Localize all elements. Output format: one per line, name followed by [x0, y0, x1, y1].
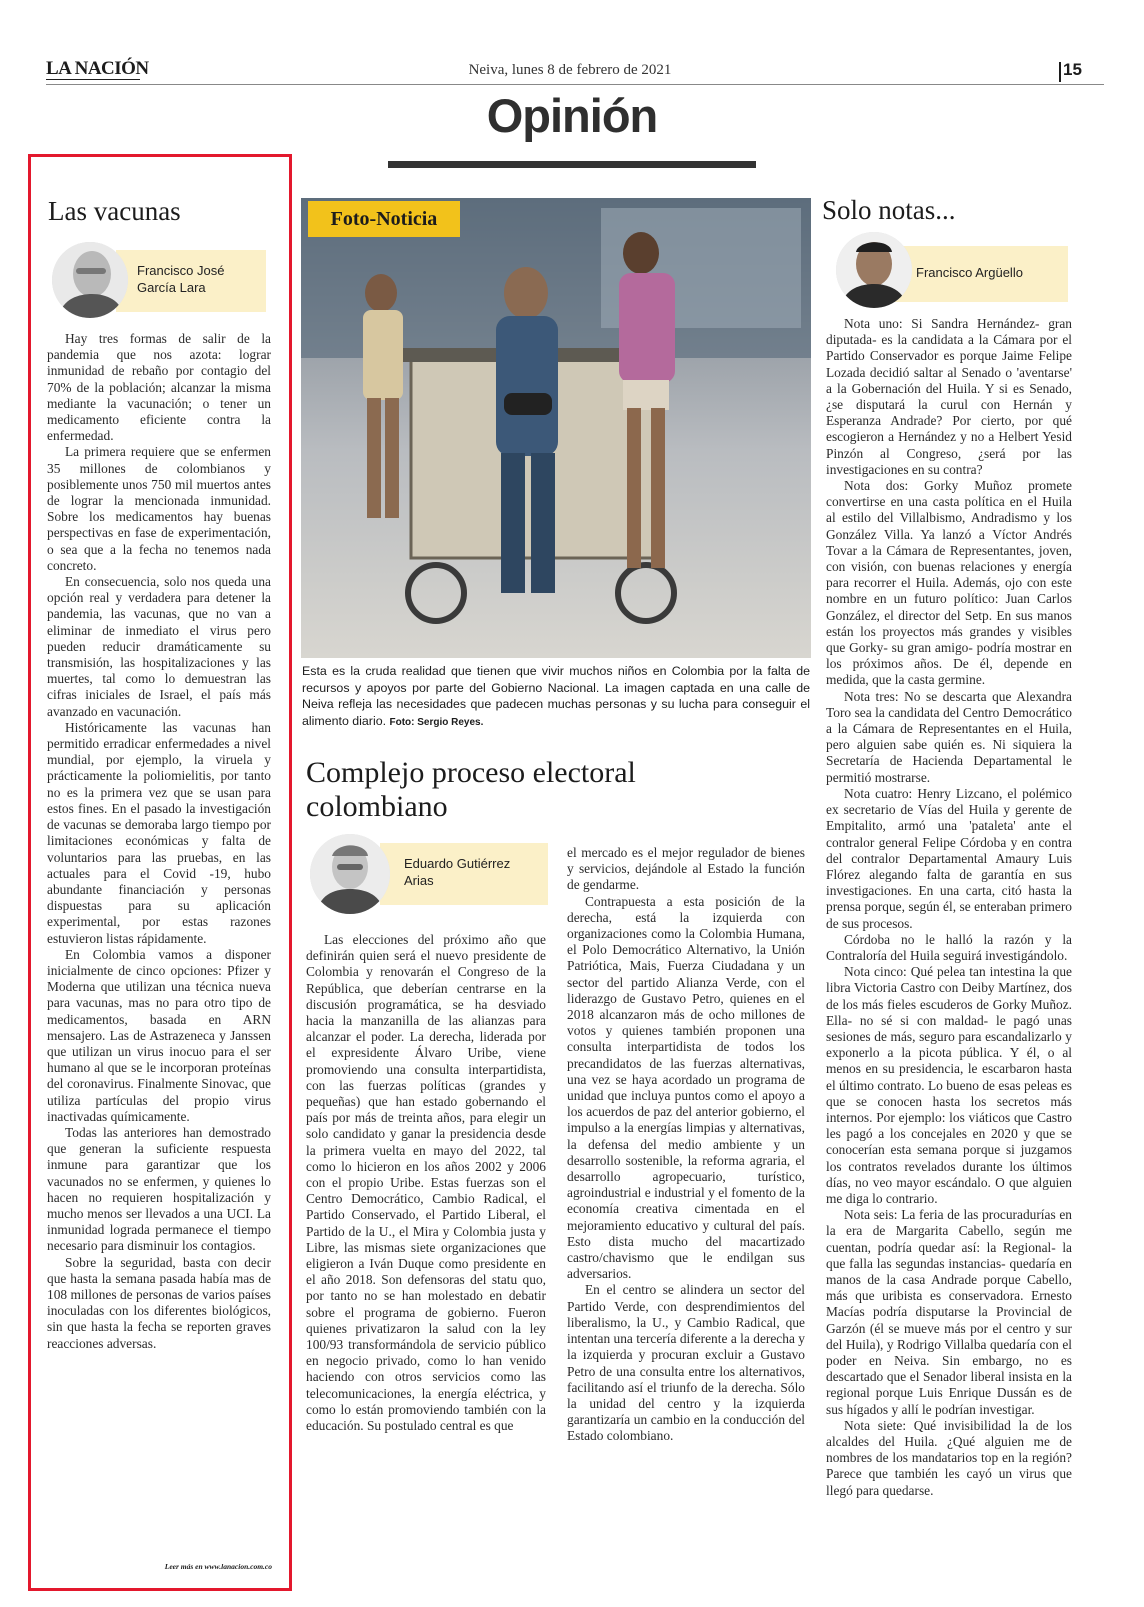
news-photo	[301, 198, 811, 658]
paragraph: La primera requiere que se enfermen 35 millones de colombianos y posiblemente unos 750 mil muertos antes de lograr la mencionada inmunidad. Sobre los medicamentos hay buenas perspectivas en fase de experimentación, o sea que a la fecha no tenemos nada concreto.	[47, 444, 271, 573]
author-photo	[310, 834, 390, 914]
page-number: 15	[1063, 60, 1082, 79]
header-rule	[46, 84, 1104, 85]
paragraph: Sobre la seguridad, basta con decir que hasta la semana pasada había mas de 108 millones de personas de varios países inoculadas con los diferentes biológicos, sin que hasta la fecha se reporten graves reacciones adversas.	[47, 1254, 271, 1351]
article-body-col1	[306, 932, 546, 1434]
author-name-line2: García Lara	[137, 280, 206, 295]
author-name	[404, 855, 544, 889]
author-photo	[52, 242, 128, 318]
foto-noticia-tag	[308, 201, 460, 237]
section-title-rule	[388, 161, 756, 168]
paragraph: Las elecciones del próximo año que definirán quien será el nuevo presidente de Colombia y renovarán el Congreso de la República, que deberían centrarse en la discusión programática, se ha desviado hacia la manzanilla de las alianzas para alcanzar el poder. La derecha, liderada por el expresidente Álvaro Uribe, viene promoviendo una consulta interpartidista, con las fuerzas políticas (grandes y pequeñas) que han estado gobernando el país por más de treinta años, para elegir un solo candidato y ganar la presidencia desde la primera vuelta en mayo del 2022, tal como lo hicieron en los años 2002 y 2006 con el propio Uribe. Estas fuerzas son el Centro Democrático, Cambio Radical, el Partido Conservado, el Partido Liberal, el Partido de la U., el Mira y Colombia justa y Libre, las mismas siete organizaciones que eligieron a Iván Duque como presidente en el año 2018. Son defensoras del statu quo, por tanto no se han molestado en debatir sobre el programa de gobierno. Fueron quienes privatizaron la salud con la ley 100/93 transformándola de servicio público en negocio privado, como lo han venido haciendo con otros servicios como las telecomunicaciones, la energía eléctrica, y como lo están promoviendo también con la educación. Su postulado central es que	[306, 932, 546, 1434]
article-title: Solo notas...	[822, 195, 956, 225]
paragraph: Nota siete: Qué invisibilidad la de los alcaldes del Huila. ¿Qué alguien me de nombres de los mandatarios top en la región? Parece que también les cayó un virus que llegó para quedarse.	[826, 1417, 1072, 1498]
logo-underline	[46, 79, 140, 80]
paragraph: Nota cinco: Qué pelea tan intestina la que libra Victoria Castro con Deiby Martínez, dos de los más fieles escuderos de Gorky Muñoz. Ella- no sé si con maldad- le pagó unas sesiones de más, seguro para escandalizarlo y exponerlo a la picota pública. Y él, o al menos en su presidencia, le escarbaron hasta el último contrato. Lo bueno de esas peleas es que se conocen hasta los secretos más internos. Por ejemplo: los viáticos que Castro les pagó a los concejales en 2020 y que se conocerían esta semana porque si juzgamos los contratos revelados durante los últimos días, no veo mayor escándalo. O que alguien me diga lo contrario.	[826, 964, 1072, 1206]
paragraph: Todas las anteriores han demostrado que generan la suficiente respuesta inmune para garantizar que los vacunados no se enfermen, y quienes lo hacen no requieren hospitalización y mucho menos ser llevados a una UCI. La inmunidad lograda permanece el tiempo necesario para disminuir los contagios.	[47, 1124, 271, 1254]
section-title: Opinión	[486, 89, 658, 142]
paragraph: Hay tres formas de salir de la pandemia que nos azota: lograr inmunidad de rebaño por contagio del 70% de la población; alcanzar la misma mediante la vacunación; o tener un medicamento eficiente contra la enfermedad.	[47, 331, 271, 444]
author-name: Francisco Argüello	[916, 265, 1023, 280]
article-title-line2: colombiano	[306, 789, 448, 823]
paragraph: En Colombia vamos a disponer inicialmente de cinco opciones: Pfizer y Moderna que utilizan una técnica nueva para vacunas, mas no para otro tipo de medicamentos, basada en ARN mensajero. Las de Astrazeneca y Janssen que utilizan un virus inocuo para el ser humano al que se le incorporan proteínas del coronavirus. Finalmente Sinovac, que utiliza partículas del propio virus inactivadas químicamente.	[47, 946, 271, 1124]
author-photo	[836, 232, 912, 308]
paragraph: Nota cuatro: Henry Lizcano, el polémico ex secretario de Vías del Huila y gerente de Empitalito, armó una 'pataleta' ante el contralor general Felipe Córdoba y en contra del contralor Departamental Amaury Luis Flórez alegando falta de garantía en sus investigaciones. En una carta, citó hasta la prensa porque, según él, se enteraban primero de sus procesos.	[826, 785, 1072, 931]
article-title-line1: Complejo proceso electoral	[306, 756, 636, 789]
article-body	[826, 316, 1072, 1499]
dateline: Neiva, lunes 8 de febrero de 2021	[468, 62, 672, 78]
paragraph: el mercado es el mejor regulador de bienes y servicios, dejándole al Estado la función de gendarme.	[567, 845, 805, 893]
paragraph: Nota dos: Gorky Muñoz promete convertirse en una casta política en el Huila al estilo del Villalbismo, Andradismo y los González Villa. Ya lanzó a Víctor Andrés Tovar a la Cámara de Representantes, joven, con visión, con buenas relaciones y energía para recorrer el Huila. Además, ojo con este nombre en un futuro político: Juan Carlos González, el director del Setp. En sus manos están los proyectos más grandes y visibles que Gorky- su gran amigo- podría mostrar en los próximos años. De él, depende en medida, que la casta germine.	[826, 478, 1072, 688]
foto-noticia-label: Foto-Noticia	[330, 208, 438, 230]
article-title: Las vacunas	[48, 196, 181, 226]
paragraph: Históricamente las vacunas han permitido erradicar enfermedades a nivel mundial, por ejemplo, la viruela y prácticamente la poliomielitis, por tanto no es la primera vez que se usan para estos fines. En el pasado la investigación de vacunas se demoraba largo tiempo por limitaciones económicas y falta de voluntarios para las pruebas, en las actuales para el Covid -19, hubo abundante financiación y personas dispuestas para su aplicación experimental, por estas razones estuvieron listas rápidamente.	[47, 719, 271, 946]
author-name-line2: Arias	[404, 873, 434, 888]
article-title	[306, 756, 806, 823]
paragraph: Córdoba no le halló la razón y la Contraloría del Huila seguirá investigándolo.	[826, 931, 1072, 963]
paragraph: En el centro se alindera un sector del Partido Verde, con desprendimientos del liberalismo, la U., y Cambio Radical, que intentan una tercería diferente a la derecha y la izquierda y procuran excluir a Gustavo Petro de una consulta entre los alternativos, facilitando así el triunfo de la derecha. Sólo la unidad del centro y la izquierda garantizaría un cambio en la conducción del Estado colombiano.	[567, 1282, 805, 1444]
paragraph: Nota seis: La feria de las procuradurías en la era de Margarita Cabello, según me cuentan, podría quedar así: la Regional- la que falla las segundas instancias- quedaría en manos de la casa Andrade porque Cabello, más que uribista es conservadora. Ernesto Macías podría disputarse la Provincial de Garzón (él se mueve más por el centro y sur del Huila), y Rodrigo Villalba quedaría con el poder en Neiva. Sin embargo, no es descartado que el Senador liberal insista en la regional porque Luis Enrique Dussán es de sus hígados y allí le podrían investigar.	[826, 1207, 1072, 1417]
photo-caption	[302, 663, 810, 731]
paragraph: Nota tres: No se descarta que Alexandra Toro sea la candidata del Centro Democrático a la Cámara de Representantes en el Huila, pero alguien sabe quién es. Ni siquiera la Secretaría de Hacienda Departamental le permitió mostrarse.	[826, 688, 1072, 785]
paragraph: Contrapuesta a esta posición de la derecha, está la izquierda con organizaciones como la Colombia Humana, el Polo Democrático Alternativo, la Unión Patriótica, Mais, Fuerza Ciudadana y un sector del partido Alianza Verde, con el liderazgo de Gustavo Petro, quienes en el 2018 alcanzaron más de ocho millones de votos y quienes también proponen una consulta interpartidista de todos los precandidatos de las fuerzas alternativas, una vez se haya acordado un programa de unidad que incluya puntos como el apoyo a los acuerdos de paz del anterior gobierno, el impulso a la energías limpias y alternativas, la defensa del medio ambiente y un desarrollo sostenible, la reforma agraria, el desarrollo agropecuario, turístico, agroindustrial e industrial y el fomento de la economía creativa cimentada en el mejoramiento educativo y cultural del país. Esto dista mucho del macartizado castro/chavismo que le endilgan sus adversarios.	[567, 893, 805, 1282]
page-number-divider	[1059, 62, 1061, 82]
article-body	[47, 331, 271, 1352]
read-more-link[interactable]: Leer más en www.lanacion.com.co	[164, 1562, 272, 1571]
paragraph: En consecuencia, solo nos queda una opción real y verdadera para detener la pandemia, las vacunas, que no van a eliminar de inmediato el virus pero pueden reducir dramáticamente su transmisión, las hospitalizaciones y las muertes, tal como lo demuestran las cifras iniciales de Israel, el país más avanzado en vacunación.	[47, 574, 271, 719]
article-body-col2	[567, 845, 805, 1445]
author-name	[137, 262, 262, 296]
photo-credit: Foto: Sergio Reyes.	[389, 716, 484, 728]
author-name-line1: Eduardo Gutiérrez	[404, 856, 511, 871]
newspaper-logo: LA NACIÓN	[46, 58, 149, 79]
caption-text: Esta es la cruda realidad que tienen que vivir muchos niños en Colombia por la falta de recursos y apoyos por parte del Gobierno Nacional. La imagen captada en una calle de Neiva refleja las necesidades que padecen muchas personas y su lucha para conseguir el alimento diario.	[302, 664, 810, 728]
paragraph: Nota uno: Si Sandra Hernández- gran diputada- es la candidata a la Cámara por el Partido Conservador es porque Jaime Felipe Lozada decidió saltar al Senado o 'aventarse' a la Gobernación del Huila. Y si es Senado, ¿se disputará la curul con Hernán y Esperanza Andrade? Por cierto, por qué escogieron a Hernández y no a Helbert Yesid Pinzón al Congreso, ¿será por las investigaciones en su contra?	[826, 316, 1072, 477]
author-name-line1: Francisco José	[137, 263, 225, 278]
